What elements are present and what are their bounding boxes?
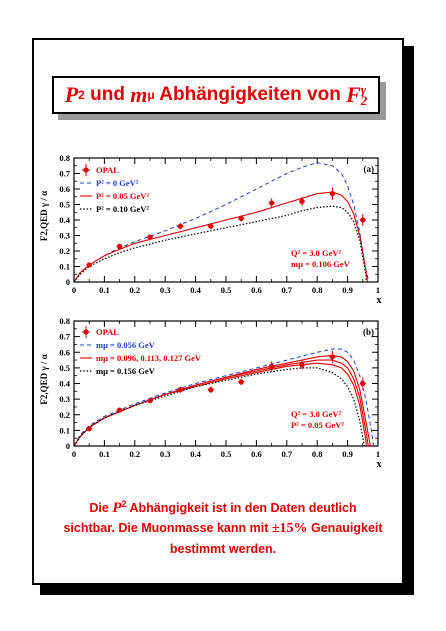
data-point [269,200,274,205]
title-f-symbol: F [346,82,361,107]
x-tick-label: 0.3 [159,285,171,295]
legend-marker [83,329,88,334]
y-tick-label: 0.4 [59,215,70,225]
data-point [87,262,92,267]
series-line-blue-dash [74,349,373,446]
annotation-label: Q² = 3.0 GeV² [291,248,342,258]
conclusion-line-2 [52,518,394,539]
title-und: und [84,84,131,105]
x-axis-label: x [376,459,382,470]
conclusion-line-1b: Abhängigkeit ist in den Daten deutlich [126,501,357,516]
legend-label: P² = 0.05 GeV² [96,191,149,201]
y-tick-label: 0.2 [59,246,70,256]
title-m-sub: μ [147,88,155,102]
title-f-sup: γ [360,82,367,97]
y-tick-label: 0.7 [59,168,70,179]
legend-label: mμ = 0.156 GeV [96,366,155,376]
x-tick-label: 0.7 [281,285,293,295]
conclusion-p-exponent: 2 [121,499,127,509]
y-axis-label: F2,QED γ / α [39,354,49,405]
y-tick-label: 0.8 [59,316,70,326]
annotation-label: P² = 0.05 GeV² [291,420,344,430]
x-tick-label: 0.2 [129,449,141,459]
data-point [360,381,365,386]
x-axis-label: x [376,295,382,306]
x-tick-label: 0.8 [311,285,323,295]
title-p-exponent: 2 [78,88,85,102]
x-tick-label: 0.3 [159,449,171,459]
x-tick-label: 0.1 [99,285,110,295]
y-axis-label: F2,QED γ / α [39,190,49,242]
x-tick-label: 1 [375,449,381,459]
x-tick-label: 0.9 [342,449,353,459]
conclusion-line-1 [52,494,394,518]
data-point [299,362,304,367]
conclusion-line-2b: Genauigkeit [307,521,383,536]
conclusion-p-symbol: P [112,500,122,517]
x-tick-label: 0.2 [129,285,141,295]
panel-label: (b) [363,327,374,337]
data-point [208,387,213,392]
data-point [239,216,244,221]
conclusion-text [52,494,394,559]
data-point [178,224,183,229]
legend-label: mμ = 0.056 GeV [96,340,155,350]
x-tick-label: 0.6 [251,449,262,459]
x-tick-label: 0.5 [220,285,232,295]
x-tick-label: 0.9 [342,285,353,295]
data-point [117,407,122,412]
title-m-symbol: m [130,82,148,107]
data-point [269,364,274,369]
data-point [299,199,304,204]
legend-label: OPAL [96,327,119,337]
y-tick-label: 0.3 [59,230,70,241]
legend-label: P² = 0.10 GeV² [96,204,149,214]
conclusion-precision: ±15% [271,521,308,537]
y-tick-label: 0.6 [59,184,70,194]
y-tick-label: 0.7 [59,331,70,342]
title-rest: Abhängigkeiten von [154,84,347,105]
y-tick-label: 0.6 [59,347,70,358]
panel-label: (a) [363,164,374,174]
title-p-symbol: P [64,82,79,107]
legend-label: P² = 0 GeV² [96,178,139,188]
title-f-sub: 2 [360,93,368,108]
y-tick-label: 0.1 [59,425,70,436]
y-tick-label: 0 [65,277,70,287]
data-point [239,379,244,384]
annotation-label: mμ = 0.106 GeV [291,259,350,269]
data-point [208,224,213,229]
data-point [117,244,122,249]
conclusion-line-1a: Die [89,501,113,516]
conclusion-line-3: bestimmt werden. [169,542,277,557]
x-tick-label: 1 [375,285,381,295]
y-tick-label: 0.4 [59,378,70,389]
y-tick-label: 0.1 [59,261,70,272]
data-point [147,398,152,403]
legend-marker [83,167,88,172]
x-tick-label: 0.5 [220,449,232,459]
y-tick-label: 0.5 [59,362,70,373]
legend-label: OPAL [96,165,119,175]
data-point [330,191,335,196]
conclusion-line-2a: sichtbar. Die Muonmasse kann mit [63,521,272,536]
y-tick-label: 0.2 [59,409,70,420]
x-tick-label: 0.4 [190,449,201,459]
x-tick-label: 0.6 [251,285,262,295]
x-tick-label: 0.7 [281,449,293,459]
x-tick-label: 0.8 [311,449,323,459]
legend-label: mμ = 0.096, 0.113, 0.127 GeV [96,353,202,363]
data-point [360,217,365,222]
y-tick-label: 0.5 [59,199,70,210]
y-tick-label: 0 [65,441,70,451]
x-tick-label: 0.1 [99,449,110,459]
data-point [147,234,152,239]
annotation-label: Q² = 3.0 GeV² [291,409,342,419]
x-tick-label: 0.4 [190,285,201,295]
y-tick-label: 0.8 [59,153,70,163]
y-tick-label: 0.3 [59,394,70,405]
data-point [87,426,92,431]
x-tick-label: 0 [71,449,77,459]
x-tick-label: 0 [71,285,77,295]
data-point [330,354,335,359]
series-line-black-dot [74,206,366,282]
data-point [178,387,183,392]
